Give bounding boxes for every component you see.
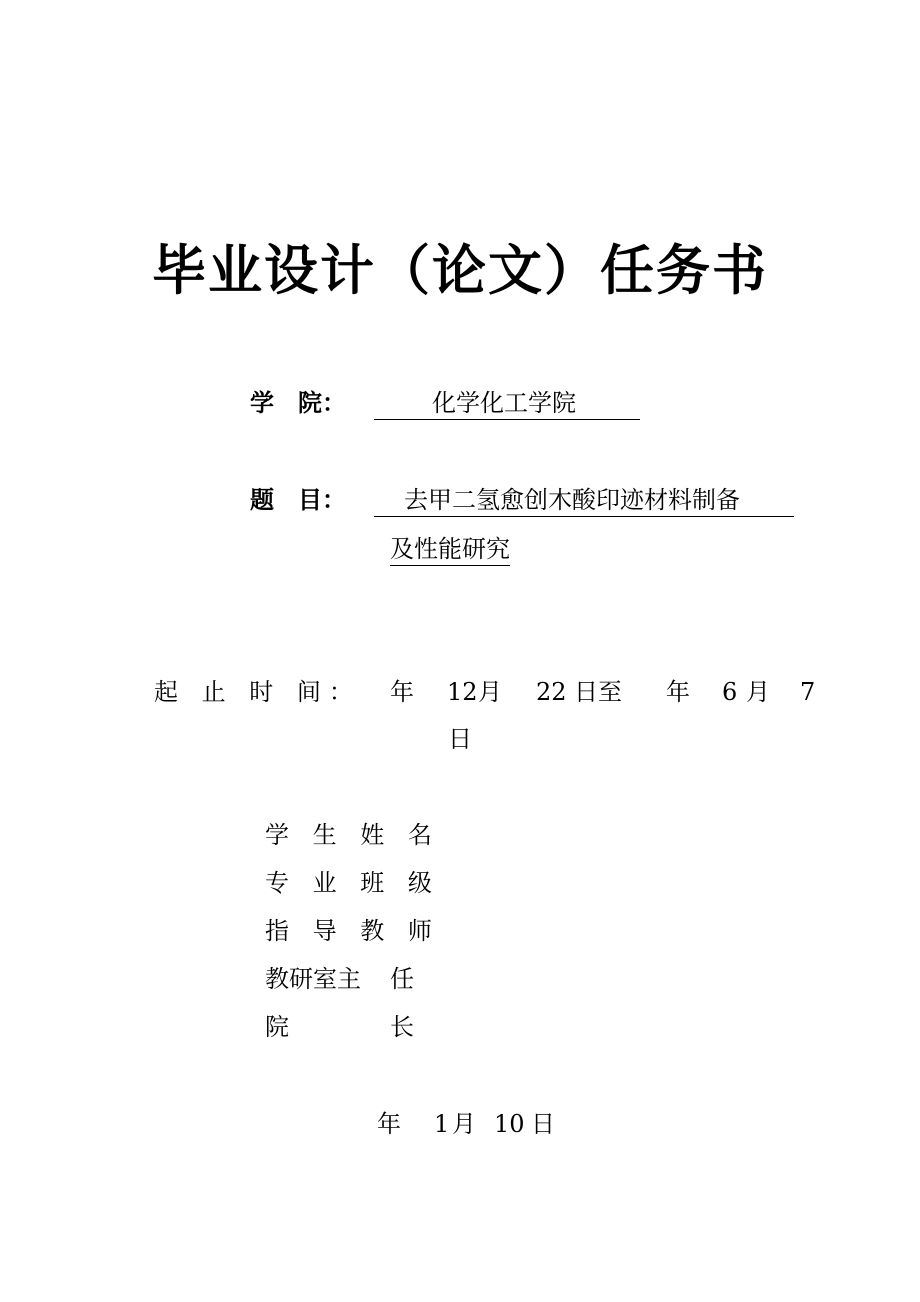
director-label-a: 教研室主 bbox=[265, 965, 361, 993]
college-label: 学 院： bbox=[250, 389, 346, 417]
period-day1-num: 22 bbox=[536, 678, 567, 706]
date-month-num: 1 bbox=[434, 1110, 450, 1138]
advisor-label: 指 导 教 师 bbox=[265, 917, 440, 945]
period-day2: 日 bbox=[448, 725, 472, 753]
period-year2: 年 bbox=[666, 678, 690, 706]
period-month1-num: 12 bbox=[447, 678, 478, 706]
period-month2: 月 bbox=[746, 678, 770, 706]
date-day: 日 bbox=[531, 1110, 555, 1138]
dean-label-a: 院 bbox=[265, 1013, 289, 1041]
student-name-label: 学 生 姓 名 bbox=[265, 821, 440, 849]
director-label-b: 任 bbox=[390, 965, 414, 993]
date-month: 月 bbox=[452, 1110, 476, 1138]
period-year1: 年 bbox=[390, 678, 414, 706]
period-month1: 月 bbox=[478, 678, 502, 706]
period-month2-num: 6 bbox=[722, 678, 738, 706]
period-day2-num: 7 bbox=[800, 678, 816, 706]
topic-label: 题 目： bbox=[250, 486, 346, 514]
document-title: 毕业设计（论文）任务书 bbox=[152, 239, 768, 302]
major-class-label: 专 业 班 级 bbox=[265, 869, 440, 897]
period-label: 起 止 时 间： bbox=[154, 678, 361, 706]
period-day1: 日至 bbox=[574, 678, 622, 706]
date-day-num: 10 bbox=[494, 1110, 525, 1138]
college-value: 化学化工学院 bbox=[374, 387, 640, 420]
dean-label-b: 长 bbox=[390, 1013, 414, 1041]
topic-line1: 去甲二氢愈创木酸印迹材料制备 bbox=[374, 484, 794, 517]
topic-line2: 及性能研究 bbox=[390, 533, 510, 566]
date-year: 年 bbox=[377, 1110, 401, 1138]
